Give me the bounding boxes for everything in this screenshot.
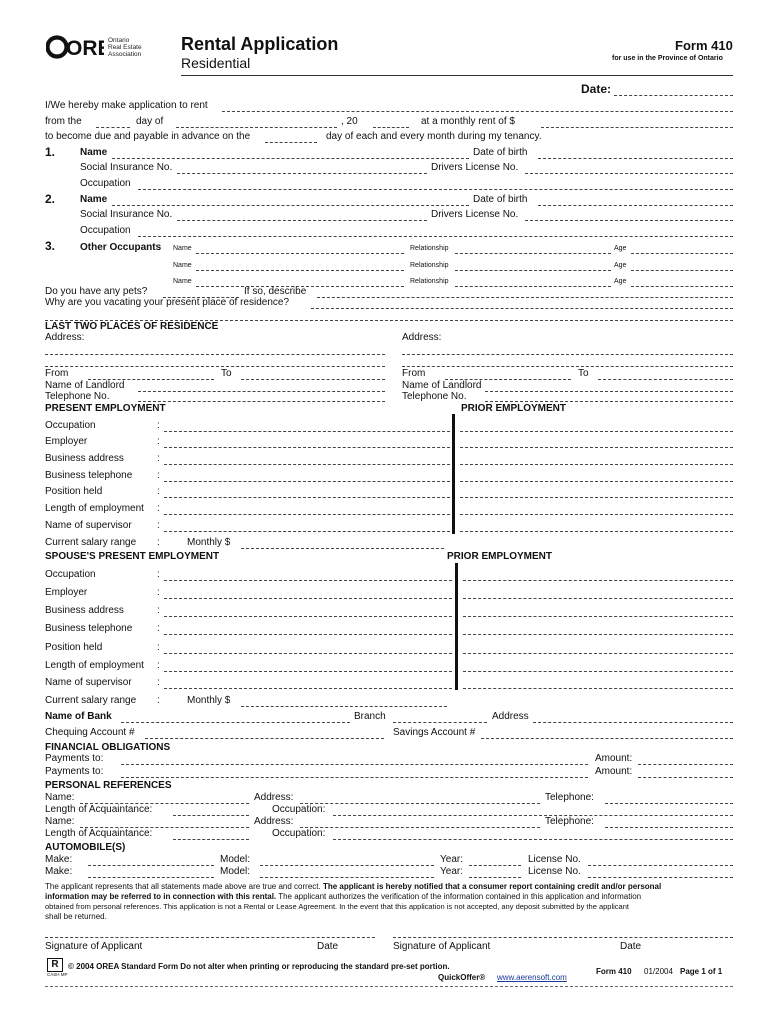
applicant-1-sin-field[interactable] bbox=[177, 173, 427, 174]
auto-2-license-label: License No. bbox=[528, 866, 581, 877]
applicant-1-license-label: Drivers License No. bbox=[431, 162, 519, 173]
header-rule bbox=[181, 75, 733, 76]
auto-1-year-label: Year: bbox=[440, 854, 463, 865]
chequing-label: Chequing Account # bbox=[45, 727, 135, 738]
due-day-field[interactable] bbox=[265, 142, 317, 143]
references-heading: PERSONAL REFERENCES bbox=[45, 780, 172, 791]
ref-1-address-label: Address: bbox=[254, 792, 294, 803]
spouse-supervisor-label: Name of supervisor bbox=[45, 677, 132, 688]
monthly-rent-label: at a monthly rent of $ bbox=[421, 116, 515, 127]
occupant-3-age-label: Age bbox=[614, 278, 627, 285]
savings-field[interactable] bbox=[481, 738, 733, 739]
ref-1-telephone-label: Telephone: bbox=[545, 792, 594, 803]
statement-line-2: information may be referred to in connection with this rental. The applicant authorizes the verification of the information contained in this application and information bbox=[45, 892, 642, 901]
auto-1-model-label: Model: bbox=[220, 854, 251, 865]
residence-1-landlord-label: Name of Landlord bbox=[45, 380, 125, 391]
date-label: Date: bbox=[581, 82, 612, 96]
year-label: , 20 bbox=[341, 116, 358, 127]
ref-2-length-field[interactable] bbox=[173, 839, 249, 840]
applicant-2-license-field[interactable] bbox=[525, 220, 733, 221]
statement-line-3: obtained from personal references. This application is not a Rental or Lease Agreement. In the event that this application is not accepted, any deposit submitted by the applicant bbox=[45, 902, 629, 911]
occupant-1-age-label: Age bbox=[614, 245, 627, 252]
applicant-2-name-field[interactable] bbox=[112, 205, 469, 206]
auto-2-model-field[interactable] bbox=[260, 877, 434, 878]
spouse-business-address-field[interactable] bbox=[164, 616, 452, 617]
spouse-position-label: Position held bbox=[45, 642, 103, 653]
occupant-1-age-field[interactable] bbox=[631, 253, 733, 254]
logo-letters: OR bbox=[66, 37, 98, 60]
residence-heading: LAST TWO PLACES OF RESIDENCE bbox=[45, 321, 219, 332]
statement-line-1: The applicant represents that all statements made above are true and correct. The applicant is hereby notified that a consumer report containing credit and/or personal bbox=[45, 882, 662, 891]
prior-business-address-field[interactable] bbox=[460, 464, 733, 465]
statement-line-4: shall be returned. bbox=[45, 912, 107, 921]
spouse-occupation-label: Occupation bbox=[45, 569, 96, 580]
financial-heading: FINANCIAL OBLIGATIONS bbox=[45, 742, 171, 753]
emp-position-label: Position held bbox=[45, 486, 103, 497]
emp-business-address-label: Business address bbox=[45, 453, 124, 464]
ref-2-occupation-label: Occupation: bbox=[272, 828, 326, 839]
ref-1-occupation-field[interactable] bbox=[333, 815, 733, 816]
start-month-field[interactable] bbox=[176, 127, 337, 128]
payments-1-label: Payments to: bbox=[45, 753, 104, 764]
spouse-employer-colon: : bbox=[157, 587, 160, 598]
employment-divider bbox=[452, 414, 455, 534]
ref-1-length-field[interactable] bbox=[173, 815, 249, 816]
occupant-2-age-field[interactable] bbox=[631, 270, 733, 271]
footer-version: 01/2004 bbox=[644, 967, 673, 976]
residence-2-address-field-2[interactable] bbox=[402, 366, 733, 367]
ref-1-name-label: Name: bbox=[45, 792, 75, 803]
ref-2-address-field[interactable] bbox=[300, 827, 540, 828]
footer-page: Page 1 of 1 bbox=[680, 967, 723, 976]
emp-occupation-colon: : bbox=[157, 420, 160, 431]
applicant-1-name-field[interactable] bbox=[112, 158, 469, 159]
ref-2-occupation-field[interactable] bbox=[333, 839, 733, 840]
badge-letter: R bbox=[47, 958, 63, 972]
spouse-prior-employment-heading: PRIOR EMPLOYMENT bbox=[447, 551, 553, 562]
amount-1-field[interactable] bbox=[638, 764, 733, 765]
bank-address-label: Address bbox=[492, 711, 529, 722]
residence-1-from-label: From bbox=[45, 368, 69, 379]
spouse-position-colon: : bbox=[157, 642, 160, 653]
emp-salary-colon: : bbox=[157, 537, 160, 548]
ref-1-length-label: Length of Acquaintance: bbox=[45, 804, 153, 815]
footer-form-number: Form 410 bbox=[596, 967, 632, 976]
payments-1-field[interactable] bbox=[121, 764, 588, 765]
signature-2-label: Signature of Applicant bbox=[393, 941, 491, 952]
emp-employer-label: Employer bbox=[45, 436, 88, 447]
emp-employer-field[interactable] bbox=[164, 447, 450, 448]
occupant-3-age-field[interactable] bbox=[631, 286, 733, 287]
emp-occupation-label: Occupation bbox=[45, 420, 96, 431]
auto-2-model-label: Model: bbox=[220, 866, 251, 877]
spouse-monthly-field[interactable] bbox=[241, 706, 447, 707]
emp-monthly-label: Monthly $ bbox=[187, 537, 231, 548]
ref-2-telephone-field[interactable] bbox=[605, 827, 733, 828]
bank-branch-label: Branch bbox=[354, 711, 386, 722]
aerensoft-link[interactable]: www.aerensoft.com bbox=[497, 973, 567, 982]
emp-business-phone-colon: : bbox=[157, 470, 160, 481]
emp-occupation-field[interactable] bbox=[164, 431, 450, 432]
realtor-badge bbox=[47, 958, 68, 978]
auto-1-license-field[interactable] bbox=[588, 865, 733, 866]
spouse-monthly-label: Monthly $ bbox=[187, 695, 231, 706]
spouse-prior-occupation-field[interactable] bbox=[463, 580, 733, 581]
auto-1-license-label: License No. bbox=[528, 854, 581, 865]
spouse-employment-divider bbox=[455, 563, 458, 690]
applicant-1-name-label: Name bbox=[80, 147, 108, 158]
emp-business-phone-label: Business telephone bbox=[45, 470, 133, 481]
applicant-2-occupation-label: Occupation bbox=[80, 225, 131, 236]
signature-1-date-label: Date bbox=[317, 941, 339, 952]
quickoffer-text: QuickOffer® bbox=[438, 973, 486, 982]
residence-2-phone-field[interactable] bbox=[485, 401, 733, 402]
amount-2-label: Amount: bbox=[595, 766, 633, 777]
auto-1-year-field[interactable] bbox=[469, 865, 521, 866]
occupant-3-relationship-label: Relationship bbox=[410, 278, 449, 285]
other-occupants-number: 3. bbox=[45, 239, 56, 253]
occupant-2-name-field[interactable] bbox=[196, 270, 404, 271]
spouse-business-phone-colon: : bbox=[157, 623, 160, 634]
from-the-label: from the bbox=[45, 116, 82, 127]
spouse-salary-colon: : bbox=[157, 695, 160, 706]
present-employment-heading: PRESENT EMPLOYMENT bbox=[45, 403, 166, 414]
auto-1-model-field[interactable] bbox=[260, 865, 434, 866]
auto-2-make-label: Make: bbox=[45, 866, 73, 877]
occupant-2-relationship-label: Relationship bbox=[410, 262, 449, 269]
ref-1-occupation-label: Occupation: bbox=[272, 804, 326, 815]
applicant-2-dob-field[interactable] bbox=[538, 205, 733, 206]
signature-1-label: Signature of Applicant bbox=[45, 941, 143, 952]
prior-occupation-field[interactable] bbox=[460, 431, 733, 432]
spouse-prior-business-phone-field[interactable] bbox=[463, 634, 733, 635]
spouse-business-phone-field[interactable] bbox=[164, 634, 452, 635]
spouse-length-field[interactable] bbox=[164, 671, 452, 672]
bank-address-field[interactable] bbox=[533, 722, 733, 723]
residence-2-address-label: Address: bbox=[402, 332, 442, 343]
vacating-question: Why are you vacating your present place of residence? bbox=[45, 297, 290, 308]
emp-supervisor-label: Name of supervisor bbox=[45, 520, 132, 531]
logo-sub-1: Ontario bbox=[108, 37, 130, 44]
spouse-prior-business-address-field[interactable] bbox=[463, 616, 733, 617]
emp-supervisor-field[interactable] bbox=[164, 531, 450, 532]
ref-1-telephone-field[interactable] bbox=[605, 803, 733, 804]
emp-position-field[interactable] bbox=[164, 497, 450, 498]
applicant-2-sin-field[interactable] bbox=[177, 220, 427, 221]
spouse-occupation-colon: : bbox=[157, 569, 160, 580]
spouse-business-address-label: Business address bbox=[45, 605, 124, 616]
prior-employment-heading: PRIOR EMPLOYMENT bbox=[461, 403, 567, 414]
occupant-1-name-label: Name bbox=[173, 245, 192, 252]
footer-rule bbox=[45, 986, 733, 987]
prior-position-field[interactable] bbox=[460, 497, 733, 498]
prior-employer-field[interactable] bbox=[460, 447, 733, 448]
applicant-1-dob-field[interactable] bbox=[538, 158, 733, 159]
auto-2-year-label: Year: bbox=[440, 866, 463, 877]
rental-premises-field[interactable] bbox=[222, 111, 733, 112]
auto-2-make-field[interactable] bbox=[88, 877, 214, 878]
bank-branch-field[interactable] bbox=[393, 722, 487, 723]
applicant-1-occupation-label: Occupation bbox=[80, 178, 131, 189]
other-occupants-label: Other Occupants bbox=[80, 242, 162, 253]
day-of-label: day of bbox=[136, 116, 164, 127]
logo-sub-3: Association bbox=[108, 51, 142, 58]
monthly-rent-field[interactable] bbox=[541, 127, 733, 128]
emp-business-address-colon: : bbox=[157, 453, 160, 464]
signature-2-field[interactable] bbox=[393, 937, 733, 938]
residence-1-to-label: To bbox=[221, 368, 232, 379]
occupant-3-relationship-field[interactable] bbox=[455, 286, 611, 287]
applicant-2-dob-label: Date of birth bbox=[473, 194, 528, 205]
residence-2-landlord-field[interactable] bbox=[485, 391, 733, 392]
occupant-2-age-label: Age bbox=[614, 262, 627, 269]
occupant-2-name-label: Name bbox=[173, 262, 192, 269]
applicant-2-number: 2. bbox=[45, 192, 56, 206]
residence-1-address-label: Address: bbox=[45, 332, 85, 343]
spouse-employment-heading: SPOUSE'S PRESENT EMPLOYMENT bbox=[45, 551, 220, 562]
emp-supervisor-colon: : bbox=[157, 520, 160, 531]
residence-1-phone-label: Telephone No. bbox=[45, 391, 110, 402]
emp-business-address-field[interactable] bbox=[164, 464, 450, 465]
spouse-prior-supervisor-field[interactable] bbox=[463, 688, 733, 689]
emp-length-label: Length of employment bbox=[45, 503, 144, 514]
emp-length-field[interactable] bbox=[164, 514, 450, 515]
residence-1-landlord-field[interactable] bbox=[138, 391, 385, 392]
spouse-prior-position-field[interactable] bbox=[463, 653, 733, 654]
spouse-employer-label: Employer bbox=[45, 587, 88, 598]
savings-label: Savings Account # bbox=[393, 727, 476, 738]
emp-position-colon: : bbox=[157, 486, 160, 497]
residence-2-address-field[interactable] bbox=[402, 354, 733, 355]
applicant-1-dob-label: Date of birth bbox=[473, 147, 528, 158]
residence-2-from-label: From bbox=[402, 368, 426, 379]
residence-1-to-field[interactable] bbox=[241, 379, 385, 380]
payments-2-field[interactable] bbox=[121, 777, 588, 778]
logo-sub-2: Real Estate bbox=[108, 44, 142, 51]
spouse-business-phone-label: Business telephone bbox=[45, 623, 133, 634]
start-year-field[interactable] bbox=[373, 127, 409, 128]
occupant-3-name-label: Name bbox=[173, 278, 192, 285]
prior-business-phone-field[interactable] bbox=[460, 481, 733, 482]
spouse-supervisor-colon: : bbox=[157, 677, 160, 688]
applicant-1-sin-label: Social Insurance No. bbox=[80, 162, 173, 173]
auto-2-license-field[interactable] bbox=[588, 877, 733, 878]
spouse-length-label: Length of employment bbox=[45, 660, 144, 671]
province-note: for use in the Province of Ontario bbox=[612, 55, 723, 62]
bank-name-field[interactable] bbox=[121, 722, 350, 723]
ref-2-name-label: Name: bbox=[45, 816, 75, 827]
occupant-1-name-field[interactable] bbox=[196, 253, 404, 254]
ref-2-length-label: Length of Acquaintance: bbox=[45, 828, 153, 839]
automobiles-heading: AUTOMOBILE(S) bbox=[45, 842, 126, 853]
ref-2-address-label: Address: bbox=[254, 816, 294, 827]
residence-2-landlord-label: Name of Landlord bbox=[402, 380, 482, 391]
chequing-field[interactable] bbox=[145, 738, 384, 739]
emp-employer-colon: : bbox=[157, 436, 160, 447]
ref-2-telephone-label: Telephone: bbox=[545, 816, 594, 827]
residence-2-to-field[interactable] bbox=[598, 379, 733, 380]
date-field[interactable] bbox=[614, 95, 733, 96]
spouse-employer-field[interactable] bbox=[164, 598, 452, 599]
payments-2-label: Payments to: bbox=[45, 766, 104, 777]
emp-business-phone-field[interactable] bbox=[164, 481, 450, 482]
applicant-2-license-label: Drivers License No. bbox=[431, 209, 519, 220]
residence-1-address-field-2[interactable] bbox=[45, 366, 385, 367]
residence-1-phone-field[interactable] bbox=[138, 401, 385, 402]
applicant-2-sin-label: Social Insurance No. bbox=[80, 209, 173, 220]
spouse-business-address-colon: : bbox=[157, 605, 160, 616]
occupant-1-relationship-label: Relationship bbox=[410, 245, 449, 252]
pets-question: Do you have any pets? bbox=[45, 286, 148, 297]
orea-logo bbox=[46, 34, 104, 60]
emp-salary-label: Current salary range bbox=[45, 537, 137, 548]
auto-1-make-label: Make: bbox=[45, 854, 73, 865]
form-number: Form 410 bbox=[675, 38, 733, 53]
spouse-position-field[interactable] bbox=[164, 653, 452, 654]
prior-supervisor-field[interactable] bbox=[460, 531, 733, 532]
ref-1-address-field[interactable] bbox=[300, 803, 540, 804]
page-title: Rental Application bbox=[181, 34, 339, 54]
applicant-1-license-field[interactable] bbox=[525, 173, 733, 174]
amount-1-label: Amount: bbox=[595, 753, 633, 764]
occupant-2-relationship-field[interactable] bbox=[455, 270, 611, 271]
prior-length-field[interactable] bbox=[460, 514, 733, 515]
apply-text: I/We hereby make application to rent bbox=[45, 100, 208, 111]
spouse-prior-employer-field[interactable] bbox=[463, 598, 733, 599]
residence-1-address-field[interactable] bbox=[45, 354, 385, 355]
page-subtitle: Residential bbox=[181, 55, 251, 71]
applicant-1-occupation-field[interactable] bbox=[138, 189, 733, 190]
residence-2-to-label: To bbox=[578, 368, 589, 379]
each-day-label: day of each and every month during my tenancy. bbox=[326, 131, 542, 142]
bank-name-label: Name of Bank bbox=[45, 711, 112, 722]
auto-1-make-field[interactable] bbox=[88, 865, 214, 866]
pets-describe-field[interactable] bbox=[317, 297, 733, 298]
spouse-length-colon: : bbox=[157, 660, 160, 671]
residence-2-phone-label: Telephone No. bbox=[402, 391, 467, 402]
due-label: to become due and payable in advance on the bbox=[45, 131, 251, 142]
copyright-text: © 2004 OREA Standard Form Do not alter when printing or reproducing the standard pre-set portion. bbox=[68, 962, 450, 971]
amount-2-field[interactable] bbox=[638, 777, 733, 778]
spouse-prior-length-field[interactable] bbox=[463, 671, 733, 672]
emp-length-colon: : bbox=[157, 503, 160, 514]
badge-sub: CASH MP bbox=[47, 972, 68, 977]
applicant-1-number: 1. bbox=[45, 145, 56, 159]
spouse-salary-label: Current salary range bbox=[45, 695, 137, 706]
occupant-1-relationship-field[interactable] bbox=[455, 253, 611, 254]
pets-describe-label: If so, describe bbox=[244, 286, 307, 297]
vacating-field[interactable] bbox=[311, 308, 733, 309]
auto-2-year-field[interactable] bbox=[469, 877, 521, 878]
start-day-field[interactable] bbox=[96, 127, 130, 128]
signature-2-date-label: Date bbox=[620, 941, 642, 952]
spouse-supervisor-field[interactable] bbox=[164, 688, 452, 689]
applicant-2-occupation-field[interactable] bbox=[138, 236, 733, 237]
signature-1-field[interactable] bbox=[45, 937, 375, 938]
emp-monthly-field[interactable] bbox=[241, 548, 444, 549]
applicant-2-name-label: Name bbox=[80, 194, 108, 205]
spouse-occupation-field[interactable] bbox=[164, 580, 452, 581]
